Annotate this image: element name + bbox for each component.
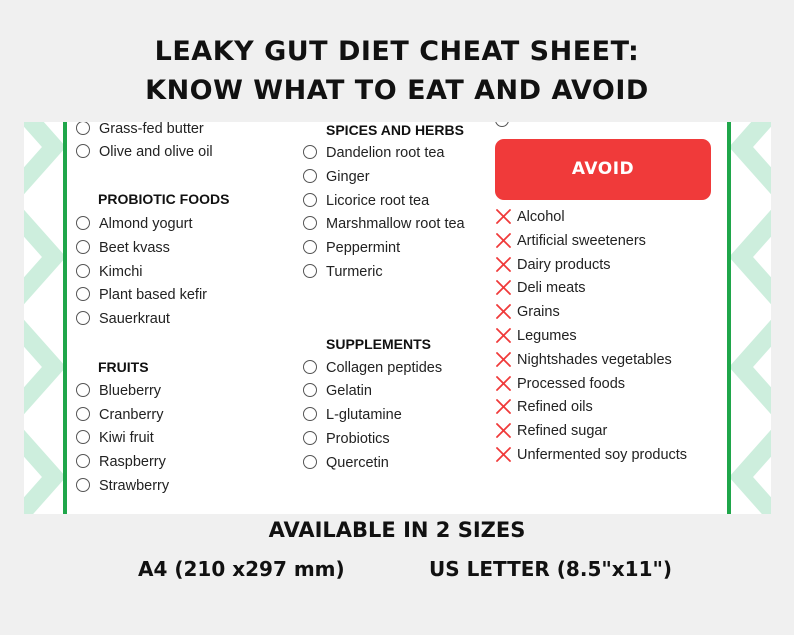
x-icon (495, 256, 512, 273)
right-green-rule (727, 122, 731, 514)
checkbox-circle-icon[interactable] (303, 383, 317, 397)
avoid-item-label: Artificial sweeteners (517, 232, 646, 249)
checkbox-circle-icon[interactable] (76, 407, 90, 421)
checkbox-circle-icon[interactable] (76, 430, 90, 444)
avoid-item-label: Processed foods (517, 375, 626, 392)
x-icon (495, 279, 512, 296)
x-icon (495, 327, 512, 344)
checkbox-circle-icon[interactable] (76, 144, 90, 158)
avoid-item-label: Unfermented soy products (517, 447, 688, 463)
x-icon (495, 208, 512, 225)
left-chevron-decoration (24, 122, 64, 514)
x-icon (495, 303, 512, 320)
avoid-item-label: Dairy products (517, 256, 611, 273)
size-a4: A4 (210 x297 mm) (138, 557, 345, 581)
checkbox-circle-icon[interactable] (303, 407, 317, 421)
checkbox-circle-icon[interactable] (76, 478, 90, 492)
x-icon (495, 398, 512, 415)
checkbox-circle-icon[interactable] (495, 122, 509, 127)
checkbox-circle-icon[interactable] (76, 454, 90, 468)
section-heading-fruits: FRUITS (98, 359, 149, 375)
checkbox-circle-icon[interactable] (76, 240, 90, 254)
checkbox-circle-icon[interactable] (303, 360, 317, 374)
avoid-item-label: Nightshades vegetables (517, 351, 672, 368)
cheat-sheet-preview: Grass-fed butter Olive and olive oil PROBIOTIC FOODS Almond yogurt Beet kvass Kimchi Plant based kefir Sauerkraut FRUITS Blueberry Cranberry Kiwi fruit Raspberry Strawberry SPICES AND HERBS Dandelion root tea Ginger Licorice root tea Marshmallow root tea Peppermint Turmeric SUPPLEMENTS Collagen peptides Gelatin L-glutamine Probiotics Quercetin AVOID Alcohol Artificial sweeteners Dairy products Deli meats Grains Legumes Nightshades vegetables Processed foods Refined oils Refined sugar Unfermented soy products (24, 122, 771, 514)
checkbox-circle-icon[interactable] (76, 264, 90, 278)
x-icon (495, 375, 512, 392)
checkbox-circle-icon[interactable] (303, 455, 317, 469)
section-heading-probiotic: PROBIOTIC FOODS (98, 191, 230, 207)
page-title-line-2: KNOW WHAT TO EAT AND AVOID (145, 75, 649, 106)
avoid-item-label: Alcohol (517, 209, 565, 225)
checkbox-circle-icon[interactable] (303, 216, 317, 230)
checkbox-circle-icon[interactable] (303, 431, 317, 445)
checkbox-circle-icon[interactable] (76, 122, 90, 135)
checkbox-circle-icon[interactable] (303, 193, 317, 207)
avoid-item-label: Deli meats (517, 280, 586, 297)
section-heading-supplements: SUPPLEMENTS (326, 336, 432, 352)
checkbox-circle-icon[interactable] (303, 145, 317, 159)
x-icon (495, 351, 512, 368)
x-icon (495, 422, 512, 439)
sizes-heading: AVAILABLE IN 2 SIZES (268, 518, 526, 542)
x-icon (495, 446, 512, 463)
right-chevron-decoration (729, 122, 771, 514)
checkbox-circle-icon[interactable] (76, 311, 90, 325)
avoid-banner: AVOID (495, 139, 711, 200)
checkbox-circle-icon[interactable] (303, 169, 317, 183)
checkbox-circle-icon[interactable] (76, 216, 90, 230)
section-heading-spices: SPICES AND HERBS (326, 122, 464, 138)
checkbox-circle-icon[interactable] (76, 383, 90, 397)
size-us-letter: US LETTER (8.5"x11") (429, 557, 673, 581)
page-title-line-1: LEAKY GUT DIET CHEAT SHEET: (154, 36, 640, 67)
avoid-item-label: Refined oils (517, 399, 593, 416)
x-icon (495, 232, 512, 249)
checkbox-circle-icon[interactable] (76, 287, 90, 301)
avoid-item-label: Refined sugar (517, 423, 608, 440)
left-green-rule (63, 122, 67, 514)
avoid-item-label: Grains (517, 304, 560, 321)
checkbox-circle-icon[interactable] (303, 264, 317, 278)
avoid-item-label: Legumes (517, 328, 577, 344)
checkbox-circle-icon[interactable] (303, 240, 317, 254)
